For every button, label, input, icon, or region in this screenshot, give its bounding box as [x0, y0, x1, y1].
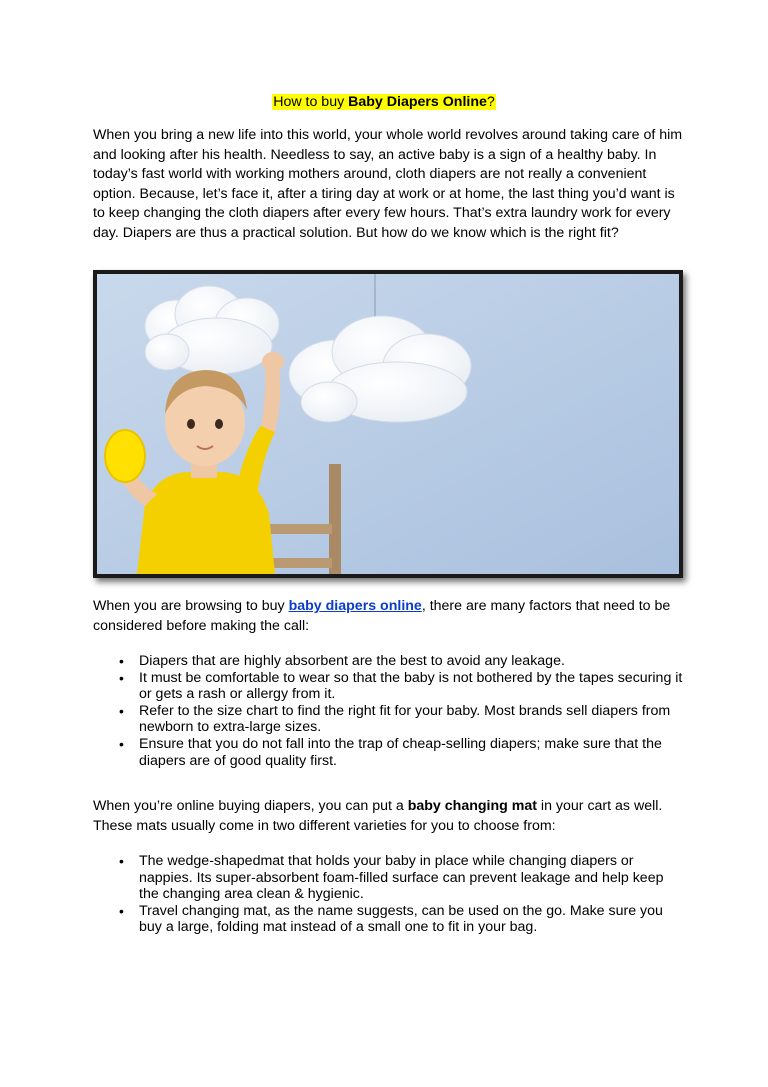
factors-tail: , there are many factors that need to be considered before making the call:: [93, 598, 671, 634]
list-item: • Travel changing mat, as the name suggests, can be used on the go. Make sure you buy a large, folding mat instead of a small one to fit in your bag.: [139, 903, 684, 936]
factors-lead: When you are browsing to buy: [93, 598, 289, 614]
list-item: • Refer to the size chart to find the right fit for your baby. Most brands sell diapers from newborn to extra-large sizes.: [139, 703, 684, 736]
mats-paragraph: [93, 797, 683, 836]
yellow-disc: [105, 430, 145, 482]
list-item: • It must be comfortable to wear so that the baby is not bothered by the tapes securing it or gets a rash or allergy from it.: [139, 670, 684, 703]
list-item: • Ensure that you do not fall into the trap of cheap-selling diapers; make sure that the diapers are of good quality first.: [139, 736, 684, 769]
list-item: • The wedge-shapedmat that holds your baby in place while changing diapers or nappies. Its super-absorbent foam-filled surface can prevent leakage and help keep the changing area clean & hygienic.: [139, 853, 684, 903]
title-suffix: ?: [486, 94, 495, 110]
baby-diapers-online-link[interactable]: baby diapers online: [288, 598, 422, 614]
page-title: [0, 93, 768, 111]
list-item: • Diapers that are highly absorbent are the best to avoid any leakage.: [139, 653, 684, 670]
title-prefix: How to buy: [273, 94, 349, 110]
factors-paragraph: [93, 597, 683, 636]
baby-photo: [93, 270, 683, 578]
intro-paragraph: When you bring a new life into this world, your whole world revolves around taking care of him and looking after his health. Needless to say, an active baby is a sign of a healthy baby. In today’s fast world with working mothers around, cloth diapers are not really a convenient option. Because, let’s face it, after a tiring day at work or at home, the last thing you’d want is to keep changing the cloth diapers after every few hours. That’s extra laundry work for every day. Diapers are thus a practical solution. But how do we know which is the right fit?: [93, 127, 683, 241]
mats-lead: When you’re online buying diapers, you can put a: [93, 798, 408, 814]
mats-list: [139, 853, 684, 936]
factors-list: [139, 653, 684, 769]
mats-bold: baby changing mat: [407, 798, 537, 814]
mats-tail: in your cart as well. These mats usually come in two different varieties for you to choose from:: [93, 798, 663, 834]
title-bold: Baby Diapers Online: [348, 94, 487, 110]
baby-with-clouds-photo-icon: [97, 274, 679, 574]
title-highlight: [272, 94, 496, 110]
